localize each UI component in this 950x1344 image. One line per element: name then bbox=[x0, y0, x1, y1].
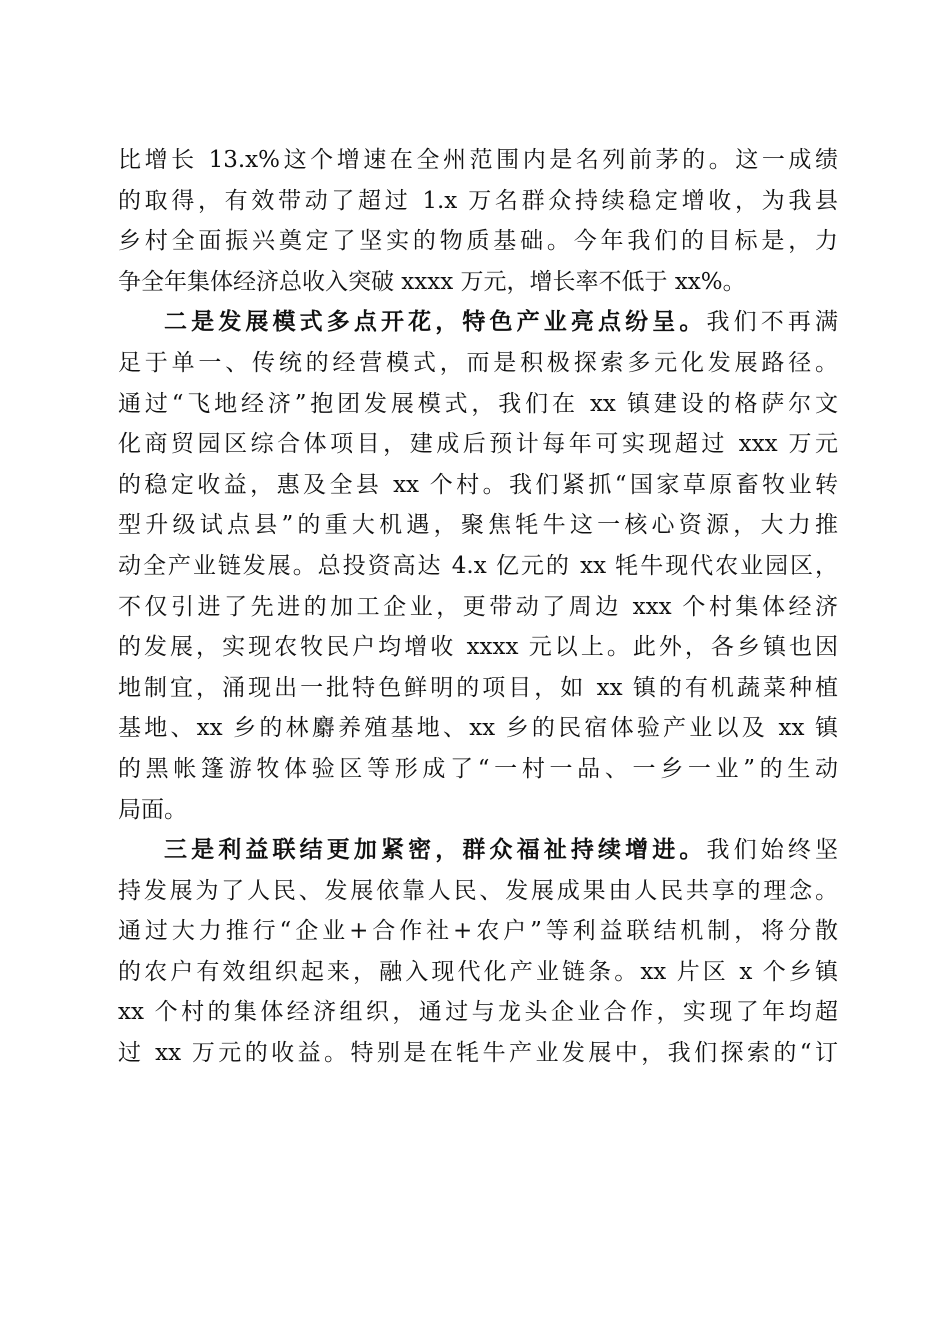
p2-first-line-rest: 我们不再满 bbox=[706, 309, 838, 336]
p2-line-6: 动全产业链发展。总投资高达 4.x 亿元的 xx 牦牛现代农业园区， bbox=[118, 552, 838, 579]
p1-line-3: 乡村全面振兴奠定了坚实的物质基础。今年我们的目标是，力 bbox=[118, 228, 838, 255]
p3-first-line-rest: 我们始终坚 bbox=[706, 837, 838, 864]
p2-line-11: 的黑帐篷游牧体验区等形成了“一村一品、一乡一业”的生动 bbox=[118, 755, 838, 782]
p2-line-10: 基地、xx 乡的林麝养殖基地、xx 乡的民宿体验产业以及 xx 镇 bbox=[118, 715, 838, 742]
p3-line-2: 通过大力推行“企业+合作社+农户”等利益联结机制，将分散 bbox=[118, 918, 838, 945]
body-text bbox=[118, 140, 838, 1074]
p2-line-5: 型升级试点县”的重大机遇，聚焦牦牛这一核心资源，大力推 bbox=[118, 512, 838, 539]
p1-line-4: 争全年集体经济总收入突破 xxxx 万元，增长率不低于 xx%。 bbox=[118, 268, 746, 295]
p3-line-5: 过 xx 万元的收益。特别是在牦牛产业发展中，我们探索的“订 bbox=[118, 1040, 838, 1067]
p2-line-2: 通过“飞地经济”抱团发展模式，我们在 xx 镇建设的格萨尔文 bbox=[118, 390, 838, 417]
p2-line-9: 地制宜，涌现出一批特色鲜明的项目，如 xx 镇的有机蔬菜种植 bbox=[118, 674, 838, 701]
p2-line-12: 局面。 bbox=[118, 796, 187, 823]
p1-line-1: 比增长 13.x%这个增速在全州范围内是名列前茅的。这一成绩 bbox=[118, 147, 838, 173]
p3-heading: 三是利益联结更加紧密，群众福祉持续增进。 bbox=[164, 836, 707, 864]
p2-first-line bbox=[118, 302, 838, 343]
p3-line-3: 的农户有效组织起来，融入现代化产业链条。xx 片区 x 个乡镇 bbox=[118, 958, 838, 985]
p3-first-line bbox=[118, 830, 838, 871]
p3-line-1: 持发展为了人民、发展依靠人民、发展成果由人民共享的理念。 bbox=[118, 877, 838, 904]
p3-line-4: xx 个村的集体经济组织，通过与龙头企业合作，实现了年均超 bbox=[118, 999, 838, 1026]
p2-line-4: 的稳定收益，惠及全县 xx 个村。我们紧抓“国家草原畜牧业转 bbox=[118, 471, 838, 498]
p1-line-2: 的取得，有效带动了超过 1.x 万名群众持续稳定增收，为我县 bbox=[118, 187, 838, 214]
p2-line-1: 足于单一、传统的经营模式，而是积极探索多元化发展路径。 bbox=[118, 349, 838, 376]
p2-line-3: 化商贸园区综合体项目，建成后预计每年可实现超过 xxx 万元 bbox=[118, 431, 838, 458]
p2-line-7: 不仅引进了先进的加工企业，更带动了周边 xxx 个村集体经济 bbox=[118, 593, 838, 620]
p2-line-8: 的发展，实现农牧民户均增收 xxxx 元以上。此外，各乡镇也因 bbox=[118, 634, 838, 661]
p2-heading: 二是发展模式多点开花，特色产业亮点纷呈。 bbox=[164, 308, 707, 336]
